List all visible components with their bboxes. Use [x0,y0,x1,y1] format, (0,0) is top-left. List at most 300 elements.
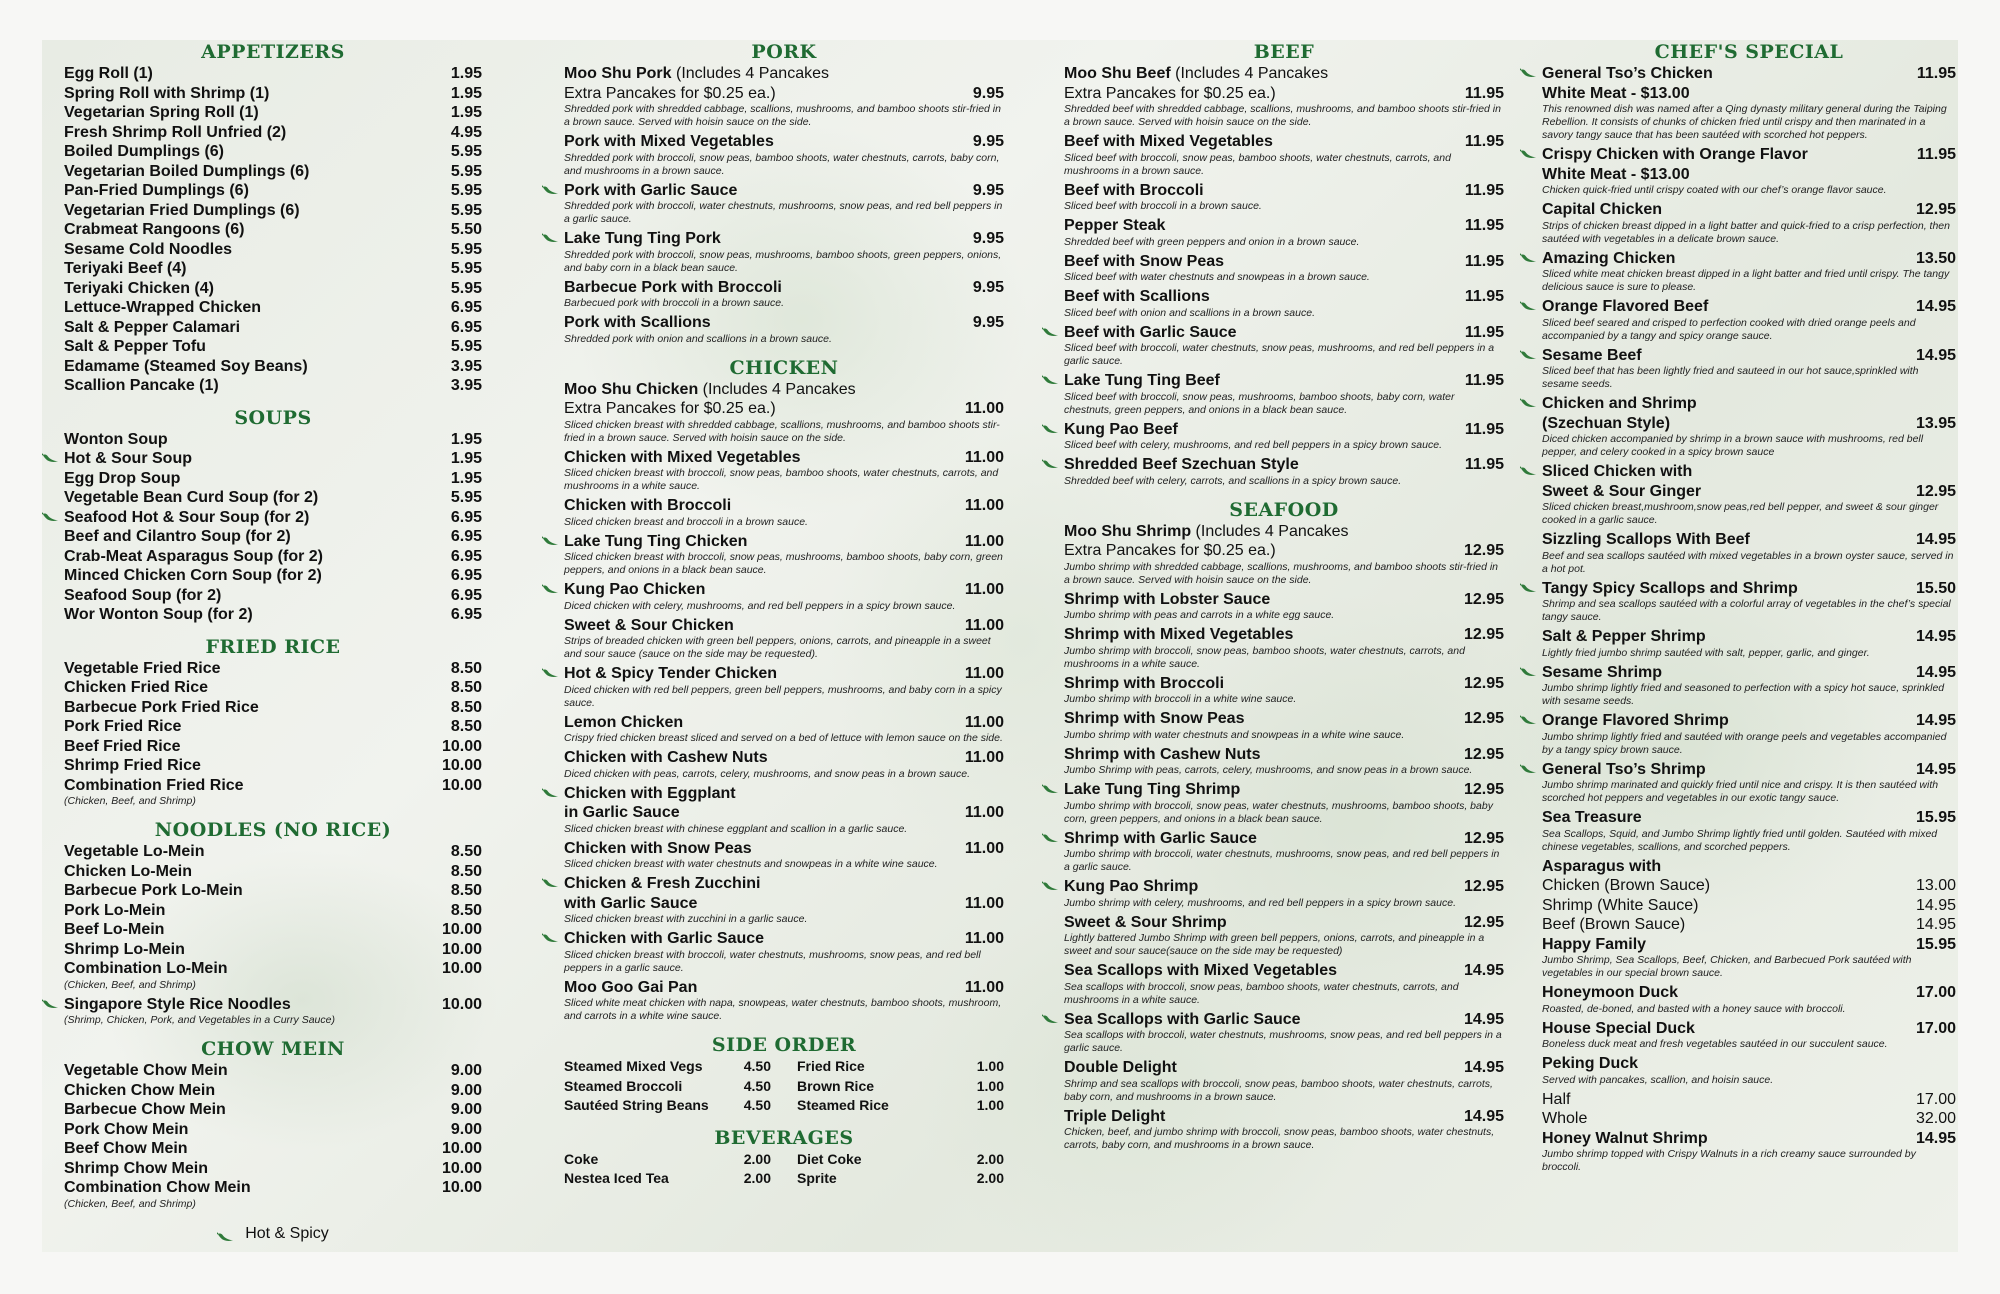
menu-item-name [64,1120,188,1140]
menu-item [1064,371,1504,417]
menu-item [1542,200,1956,246]
menu-item-name-text: Half [1542,1090,1571,1108]
menu-item [64,901,482,921]
menu-item-row [1542,1090,1956,1110]
menu-item-name-text: Sesame Cold Noodles [64,240,233,258]
menu-item-name-note: (Includes 4 Pancakes [698,380,856,398]
menu-item-price: 8.50 [450,882,482,899]
menu-item-name [64,488,318,508]
menu-column-1 [64,40,482,1243]
menu-item [64,605,482,625]
menu-item [64,357,482,377]
menu-item-name-text: Kung Pao Shrimp [1064,878,1199,895]
menu-item-price: 1.95 [450,469,482,487]
menu-item-name-text: Lake Tung Ting Chicken [564,532,748,550]
menu-item-description: Sea scallops with broccoli, snow peas, bamboo shoots, water chestnuts, carrots, and mushrooms in a white sauce. [1064,980,1459,1006]
menu-item-description: Shredded pork with broccoli, snow peas, bamboo shoots, water chestnuts, carrots, baby corn, and mushrooms in a brown sauce. [564,151,1000,177]
menu-item-name-text: Sea Treasure [1542,809,1642,826]
menu-item-row [64,756,482,776]
menu-item-row [64,1100,482,1120]
menu-item [64,508,482,528]
spacer [775,1096,793,1116]
menu-item [564,448,1004,494]
menu-item [64,737,482,757]
menu-item-row [64,605,482,625]
menu-item [64,64,482,84]
menu-item-row [64,842,482,862]
menu-item [64,201,482,221]
menu-item-price: 12.95 [1463,710,1504,727]
menu-item-name-text: Orange Flavored Beef [1542,298,1709,315]
menu-item-price: 1.00 [976,1077,1004,1094]
menu-item-name-text: Barbecue Chow Mein [64,1101,226,1118]
menu-item-row [1064,455,1504,475]
menu-item-price: 6.95 [450,318,482,336]
menu-item-price: 11.00 [964,532,1004,550]
menu-item-row [64,940,482,960]
menu-item-name [1064,961,1337,981]
menu-item-row [564,616,1004,636]
menu-item [1064,455,1504,488]
chili-pepper-icon [1520,667,1537,677]
menu-item-price: 6.95 [450,528,482,545]
menu-item-name-text: Sweet & Sour Chicken [564,616,734,634]
menu-item-description: Sliced chicken breast with chinese eggplant and scallion in a garlic sauce. [564,822,908,835]
menu-item-name [1542,346,1642,366]
menu-item [564,580,1004,613]
menu-item-name [1064,590,1270,610]
menu-item-row [64,449,482,469]
menu-item-row [1542,462,1956,482]
menu-item [1542,1054,1956,1087]
menu-item [64,103,482,123]
menu-item-row [64,64,482,84]
menu-item-name [1064,420,1178,440]
chili-pepper-icon [542,536,559,546]
menu-item-name-text: Sizzling Scallops With Beef [1542,531,1750,548]
menu-item [64,881,482,901]
menu-item-row [564,748,1004,768]
menu-item-name-text: Chicken & Fresh Zucchini [564,875,761,892]
menu-item-name-text: Crabmeat Rangoons (6) [64,221,245,238]
menu-item-description: Sea scallops with broccoli, water chestnuts, mushrooms, snow peas, and red bell peppers in a garlic sauce. [1064,1029,1502,1054]
menu-item-row [1064,216,1504,236]
menu-item-price: 11.00 [964,665,1004,682]
menu-item-name-text: Chicken and Shrimp [1542,395,1697,412]
menu-item-row [564,713,1004,733]
menu-item-name [64,1081,215,1101]
menu-item-name-text: Singapore Style Rice Noodles [64,995,291,1013]
menu-item-name-text: Chicken with Mixed Vegetables [564,448,801,466]
menu-item-name-note: (Includes 4 Pancakes [671,65,829,82]
menu-item-row [64,959,482,979]
menu-item-price: 2.00 [976,1150,1004,1167]
menu-item-description: Lightly battered Jumbo Shrimp with green bell peppers, onions, carrots, and pineapple in a sweet and sour sauce(sauce on the side may be requested) [1064,932,1485,957]
menu-item-row [1064,590,1504,610]
menu-item-name-text: Asparagus with [1542,857,1662,875]
menu-item-name-text: Chicken with Snow Peas [564,839,752,857]
menu-item-name-note: (Includes 4 Pancakes [1170,65,1329,82]
menu-item-row [64,659,482,679]
menu-item [64,318,482,338]
chili-pepper-icon [217,1229,235,1239]
chili-pepper-icon [1042,459,1059,469]
menu-item-name [564,874,760,894]
menu-item [64,162,482,182]
menu-item-name-text: Wonton Soup [64,430,168,448]
menu-item-name-text: Pork Lo-Mein [64,901,166,919]
menu-item-name: Coke [564,1150,599,1167]
menu-item-name [64,881,243,901]
menu-item-name-text: Beef Fried Rice [64,737,181,755]
menu-item-row [1542,579,1956,599]
menu-item-price: 11.00 [964,894,1004,912]
menu-item-name [564,664,777,684]
menu-item-name [1064,252,1224,272]
menu-item-name [1542,145,1808,165]
menu-item [1064,709,1504,742]
menu-item-row [1542,760,1956,780]
menu-item-row [564,380,1004,400]
menu-item [564,713,1004,746]
menu-item-description: Beef and sea scallops sautéed with mixed vegetables in a brown oyster sauce, served in a hot pot. [1542,549,1954,575]
menu-item-price: 14.95 [1915,1129,1956,1147]
menu-item-name-text: Pork with Scallions [564,314,711,331]
menu-item-price: 9.95 [972,230,1004,247]
section-title: BEVERAGES [714,1126,854,1149]
menu-item [1064,961,1504,1007]
menu-item-subline: (Szechuan Style) [1542,414,1671,432]
menu-item-price: 8.50 [450,718,482,735]
menu-item-description: Strips of chicken breast dipped in a light batter and quick-fried to a crisp perfection, then sautéed with vegetables in a delicate brown sauce. [1542,219,1950,245]
menu-item-name-text: Hot & Spicy Tender Chicken [564,665,778,682]
menu-item-description: Shredded beef with green peppers and onion in a brown sauce. [1064,235,1360,248]
menu-item-name-text: Pork Fried Rice [64,718,182,735]
menu-item-row [564,448,1004,468]
menu-item-row [1064,709,1504,729]
menu-item-price: 9.95 [972,278,1004,296]
menu-item-name-text: Pork with Garlic Sauce [564,181,738,199]
menu-item [1542,1090,1956,1110]
menu-item-name-text: Shrimp with Broccoli [1064,674,1225,692]
menu-item-price: 5.95 [450,201,482,219]
menu-item [64,547,482,567]
menu-item-description: Shrimp and sea scallops with broccoli, snow peas, bamboo shoots, water chestnuts, carrots, baby corn, and mushrooms in a brown sauce. [1064,1077,1493,1103]
menu-item-row [1064,877,1504,897]
menu-item-subline: White Meat - $13.00 [1542,165,1690,183]
menu-item [1542,579,1956,625]
menu-item-name: Steamed Rice [797,1097,889,1113]
menu-item [564,839,1004,872]
menu-item-name-text: General Tso’s Shrimp [1542,760,1706,778]
menu-item [64,776,482,809]
menu-column-4 [1542,40,1956,1184]
menu-item-description: Lightly fried jumbo shrimp sautéed with salt, pepper, garlic, and ginger. [1542,646,1870,659]
menu-item-description: (Shrimp, Chicken, Pork, and Vegetables in a Curry Sauce) [64,1014,335,1026]
menu-item-description: Jumbo shrimp with broccoli in a white wine sauce. [1064,693,1297,705]
menu-item-name [64,64,153,84]
menu-item-row [564,803,1004,823]
menu-item-subline: in Garlic Sauce [564,804,680,821]
menu-item-description: Diced chicken with peas, carrots, celery, mushrooms, and snow peas in a brown sauce. [564,767,970,780]
menu-item-description: Sliced beef with broccoli in a brown sauce. [1064,200,1262,212]
menu-item [64,1120,482,1140]
menu-item-row [1542,346,1956,366]
menu-item-name-text: Chicken with Eggplant [564,784,736,802]
menu-item-name-text: Beef with Snow Peas [1064,252,1225,270]
menu-item-description: Jumbo shrimp with shredded cabbage, scallions, mushrooms, and bamboo shoots stir-fried in a brown sauce. Served with hoisin sauce on the side. [1064,560,1499,586]
menu-item-name [1064,1010,1301,1030]
menu-item-name [64,84,269,104]
menu-item [64,1061,482,1081]
menu-item-name-text: Scallion Pancake (1) [64,377,219,394]
menu-item-row [1064,1010,1504,1030]
menu-item-name [1542,663,1662,683]
menu-item-name [1542,1129,1708,1149]
menu-item-name-text: Salt & Pepper Shrimp [1542,628,1706,645]
chili-pepper-icon [1520,466,1537,476]
menu-item-name [64,776,244,796]
menu-item-row [64,201,482,221]
chili-pepper-icon [1042,327,1059,337]
menu-item-name [1064,913,1227,933]
menu-item-name-text: Combination Fried Rice [64,776,244,794]
menu-item [1542,711,1956,757]
menu-item [64,259,482,279]
menu-item-price: 15.50 [1915,579,1956,597]
menu-item [1542,915,1956,935]
menu-item-name [564,784,736,804]
menu-item-name [64,920,164,940]
menu-item-name-text: Seafood Hot & Sour Soup (for 2) [64,508,310,526]
menu-item [564,496,1004,529]
menu-item-description: Jumbo shrimp with celery, mushrooms, and red bell peppers in a spicy brown sauce. [1064,896,1456,909]
menu-item-name-text: Beef (Brown Sauce) [1542,916,1686,933]
menu-item-description: Diced chicken accompanied by shrimp in a brown sauce with mushrooms, red bell pepper, and celery cooked in a spicy brown sauce [1542,433,1924,458]
menu-item [64,717,482,737]
menu-item-row [64,920,482,940]
menu-item [64,469,482,489]
menu-item [1064,216,1504,249]
section-noodles-no-rice [64,818,482,1027]
menu-item-description: Shredded beef with celery, carrots, and scallions in a spicy brown sauce. [1064,474,1402,487]
menu-item-description: Roasted, de-boned, and basted with a honey sauce with broccoli. [1542,1002,1846,1015]
menu-item-price: 6.95 [450,606,482,623]
menu-item-name: Sautéed String Beans [564,1097,709,1113]
section-chicken [564,356,1004,1024]
menu-item-price: 11.95 [1464,372,1504,389]
menu-item [64,279,482,299]
menu-item-row [64,376,482,396]
menu-item-price: 14.95 [1915,298,1956,315]
menu-item-row [1064,1058,1504,1078]
menu-item [64,430,482,450]
menu-item [1064,1010,1504,1056]
menu-item-name [564,748,768,768]
menu-item-name-text: Double Delight [1064,1059,1177,1076]
menu-item-name [64,123,286,143]
section-title: NOODLES (NO RICE) [154,819,392,841]
menu-item-name-text: Amazing Chicken [1542,249,1676,267]
menu-item-price: 17.00 [1915,1090,1956,1108]
menu-item-price: 8.50 [450,862,482,880]
menu-item-row [564,229,1004,249]
menu-item [1064,323,1504,369]
menu-item-row [564,839,1004,859]
menu-item-description: Sliced chicken breast,mushroom,snow peas,red bell pepper, and sweet & sour ginger cooked in a garlic sauce. [1542,501,1939,526]
menu-item [64,337,482,357]
menu-item-description: Sea Scallops, Squid, and Jumbo Shrimp lightly fried until golden. Sautéed with mixed chinese vegetables, scallions, and scorched peppers. [1542,827,1938,853]
menu-item-name [64,659,221,679]
menu-item-name [1064,455,1299,475]
menu-item-price: 11.95 [1464,420,1504,438]
menu-item-row [64,901,482,921]
menu-page [42,40,1958,1252]
menu-item-name [64,337,206,357]
menu-item-price: 10.00 [441,776,482,794]
menu-item-description: Sliced beef with broccoli, snow peas, bamboo shoots, water chestnuts, carrots, and mushrooms in a brown sauce. [1064,151,1451,177]
menu-item-price: 14.95 [1915,628,1956,645]
menu-item [1064,1058,1504,1104]
menu-item-name [1064,780,1240,800]
menu-item-price: 12.95 [1463,829,1504,847]
menu-item-name-text: Sea Scallops with Mixed Vegetables [1064,962,1337,979]
menu-item-name-text: Shrimp (White Sauce) [1542,896,1699,914]
menu-item-price: 5.50 [450,221,482,238]
menu-item-price: 9.95 [972,314,1004,331]
menu-item-name [64,259,186,279]
menu-item-name: Brown Rice [797,1077,875,1094]
menu-item [64,449,482,469]
menu-item-row [1064,745,1504,765]
menu-item-name [564,929,764,949]
spacer [775,1150,793,1170]
menu-item [1542,896,1956,916]
menu-item-name [64,449,192,469]
menu-item-name [64,1100,226,1120]
chili-pepper-icon [1520,350,1537,360]
menu-item-price: 5.95 [450,489,482,506]
menu-item [64,527,482,547]
menu-item-subline: Sweet & Sour Ginger [1542,482,1702,500]
menu-item-name [1064,522,1349,542]
menu-item-name-text: Pepper Steak [1064,217,1166,234]
menu-item-row [1542,1129,1956,1149]
menu-item-description: Jumbo shrimp with broccoli, snow peas, bamboo shoots, water chestnuts, carrots, and mushrooms in a white sauce. [1064,644,1465,670]
menu-item-name [1542,876,1710,896]
menu-item-price: 6.95 [450,508,482,526]
menu-item-row [564,929,1004,949]
menu-item-row [64,1139,482,1159]
menu-item-price: 1.95 [450,450,482,467]
menu-item-description: Shredded pork with shredded cabbage, scallions, mushrooms, and bamboo shoots stir-fried in a brown sauce. Served with hoisin sauce on the side. [564,103,1001,128]
menu-item-description: Jumbo Shrimp with peas, carrots, celery, mushrooms, and snow peas in a brown sauce. [1064,764,1473,776]
menu-item-name-text: Orange Flavored Shrimp [1542,712,1729,729]
menu-item-name [564,278,782,298]
menu-item-price: 14.95 [1915,663,1956,681]
menu-item [64,220,482,240]
menu-item-price: 12.95 [1463,590,1504,608]
menu-item-price: 14.95 [1463,962,1504,979]
menu-item-description: Sliced chicken breast with zucchini in a garlic sauce. [564,913,808,925]
menu-item-name: Nestea Iced Tea [564,1170,669,1186]
menu-item-row [564,84,1004,104]
menu-item-name-text: Chicken Fried Rice [64,679,209,696]
menu-item-price: 11.00 [964,749,1004,766]
menu-item-name-text: Honey Walnut Shrimp [1542,1129,1708,1147]
menu-item-row [564,532,1004,552]
menu-item-row [1542,165,1956,185]
menu-item [1542,1129,1956,1175]
menu-item [64,1081,482,1101]
spacer [775,1057,793,1077]
menu-item-name [564,181,737,201]
menu-item-description: Diced chicken with celery, mushrooms, and red bell peppers in a spicy brown sauce. [564,599,956,612]
menu-item-row [1542,876,1956,896]
menu-item-price: 5.95 [450,162,482,180]
menu-item [1064,625,1504,671]
menu-item-name [1542,249,1675,269]
menu-item-price: 10.00 [441,1159,482,1177]
menu-item [64,842,482,862]
menu-item-price: 13.95 [1915,414,1956,432]
menu-item-name-text: Shrimp Fried Rice [64,757,201,774]
menu-item-row [64,123,482,143]
menu-item-name-text: Vegetarian Boiled Dumplings (6) [64,162,310,180]
menu-item-price: 9.00 [450,1120,482,1138]
menu-item [1542,983,1956,1016]
menu-item-name-text: Vegetable Lo-Mein [64,843,205,860]
menu-item-price: 6.95 [450,586,482,604]
menu-item-price: 5.95 [450,182,482,199]
menu-item [1064,132,1504,178]
menu-item-price: 14.95 [1915,896,1956,914]
menu-item-price: 10.00 [441,1179,482,1196]
menu-item-price: 8.50 [450,659,482,677]
menu-item-row [64,430,482,450]
menu-item-name [64,547,323,567]
menu-item-name-text: Shrimp with Snow Peas [1064,710,1245,727]
menu-item [1542,346,1956,392]
menu-item-name-text: Lake Tung Ting Shrimp [1064,781,1241,798]
section-pork [564,40,1004,346]
menu-item-description: Sliced chicken breast with broccoli, snow peas, mushrooms, bamboo shoots, baby corn, green peppers, and onions in a black bean sauce. [564,551,1003,576]
menu-item-name [1542,760,1706,780]
menu-item-row [1542,935,1956,955]
menu-item-name-text: Lemon Chicken [564,713,684,731]
menu-item [564,380,1004,445]
menu-item-name [1064,877,1198,897]
menu-item [564,874,1004,926]
menu-item-name [564,532,747,552]
menu-item-row [1064,1107,1504,1127]
menu-item-name [564,839,752,859]
menu-item-price: 14.95 [1915,712,1956,729]
menu-item-row [1542,857,1956,877]
menu-item [1542,1019,1956,1052]
menu-item-name-text: Chicken Chow Mein [64,1081,216,1099]
menu-item-price: 14.95 [1915,346,1956,364]
menu-item-name [1064,829,1257,849]
menu-item-name [64,181,249,201]
chili-pepper-icon [1042,375,1059,385]
menu-item-name-text: Teriyaki Beef (4) [64,260,187,277]
legend [64,1225,482,1243]
chili-pepper-icon [1520,715,1537,725]
chili-pepper-icon [42,999,59,1009]
menu-item-row [1542,663,1956,683]
menu-item-row [564,664,1004,684]
